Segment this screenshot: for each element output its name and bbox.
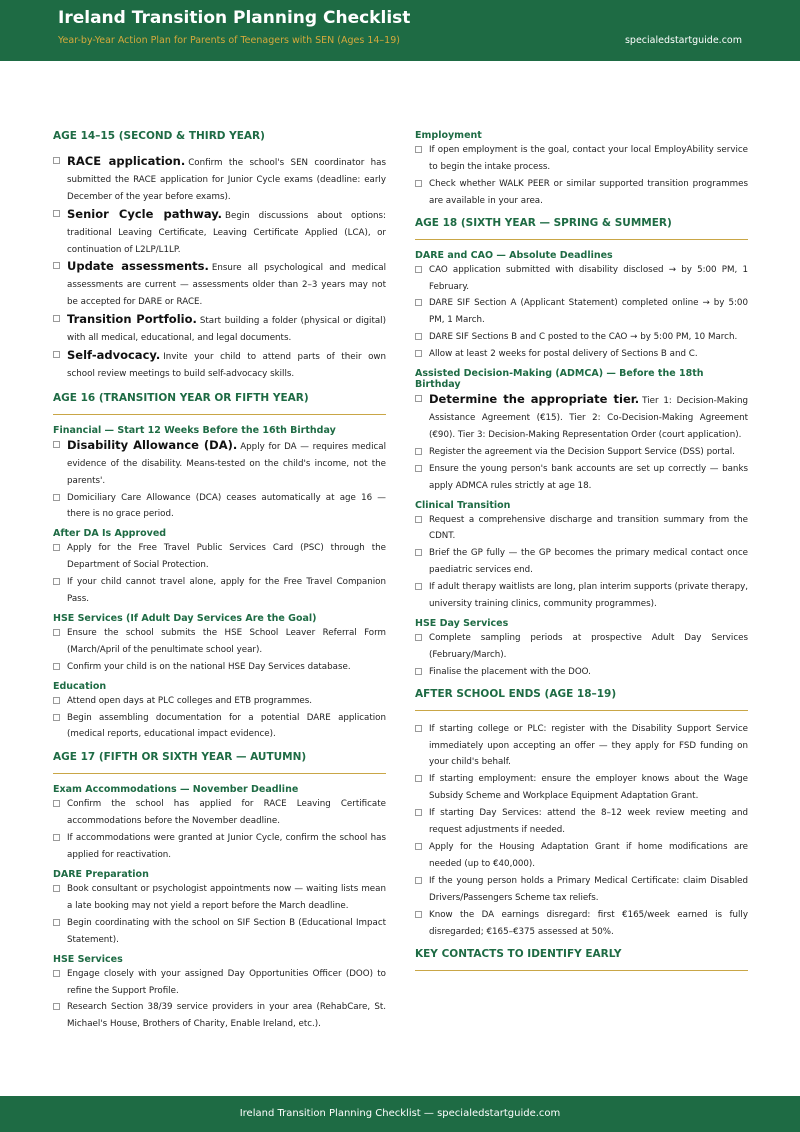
item-text: Ensure the young person's bank accounts are set up correctly — banks apply ADMCA rules strictly at age 18.: [429, 463, 748, 491]
section-heading: AGE 16 (TRANSITION YEAR OR FIFTH YEAR): [53, 392, 386, 415]
subsection-heading: HSE Day Services: [415, 617, 509, 629]
item-lead: Update assessments.: [67, 259, 209, 274]
item-text: Brief the GP fully — the GP becomes the primary medical contact once paediatric services end.: [429, 548, 748, 576]
checkbox[interactable]: [53, 578, 60, 585]
checkbox[interactable]: [53, 315, 60, 322]
item-lead: Determine the appropriate tier.: [429, 392, 640, 407]
checkbox[interactable]: [415, 843, 422, 850]
item-text: Know the DA earnings disregard: first €165/week earned is fully disregarded; €165–€375 assessed at 50%.: [429, 909, 748, 937]
checkbox[interactable]: [53, 885, 60, 892]
item-text: Apply for DA — requires medical evidence of the disability. Means-tested on the child's income, not the parents'.: [67, 441, 386, 486]
checklist-item: [53, 347, 386, 383]
checkbox[interactable]: [415, 266, 422, 273]
subsection-heading: Employment: [415, 130, 482, 141]
checklist-item: [53, 206, 386, 259]
checkbox[interactable]: [53, 210, 60, 217]
checkbox[interactable]: [415, 583, 422, 590]
section-heading: KEY CONTACTS TO IDENTIFY EARLY: [415, 948, 748, 971]
checklist-item: [415, 329, 748, 346]
checklist-item: [415, 444, 748, 461]
checkbox[interactable]: [53, 663, 60, 670]
item-text: If the young person holds a Primary Medical Certificate: claim Disabled Drivers/Passengers Scheme tax reliefs.: [429, 875, 748, 903]
checklist-item: [53, 796, 386, 830]
item-lead: Transition Portfolio.: [67, 312, 197, 327]
subsection-heading: Assisted Decision-Making (ADMCA) — Before the 18th Birthday: [415, 368, 704, 391]
section-heading: AGE 14–15 (SECOND & THIRD YEAR): [53, 130, 265, 142]
item-text: DARE SIF Sections B and C posted to the CAO → by 5:00 PM, 10 March.: [429, 332, 738, 343]
checkbox[interactable]: [415, 725, 422, 732]
checkbox[interactable]: [53, 544, 60, 551]
item-text: Research Section 38/39 service providers in your area (RehabCare, St. Michael's House, Brothers of Charity, Enable Ireland, etc.).: [67, 1002, 386, 1030]
page-title: Ireland Transition Planning Checklist: [58, 8, 411, 28]
checklist-item: [415, 907, 748, 941]
checkbox[interactable]: [415, 448, 422, 455]
section-heading: AGE 18 (SIXTH YEAR — SPRING & SUMMER): [415, 217, 748, 240]
checkbox[interactable]: [415, 299, 422, 306]
item-text: Begin discussions about options: traditional Leaving Certificate, Leaving Certificate Applied (LCA), or continuation of L2LP/L1LP.: [67, 210, 386, 255]
checkbox[interactable]: [53, 697, 60, 704]
subsection-heading: Financial — Start 12 Weeks Before the 16th Birthday: [53, 424, 336, 436]
checklist-item: [53, 311, 386, 347]
checkbox[interactable]: [415, 146, 422, 153]
page-subtitle: Year-by-Year Action Plan for Parents of Teenagers with SEN (Ages 14–19): [58, 35, 400, 46]
checklist-item: [53, 540, 386, 574]
checkbox[interactable]: [53, 970, 60, 977]
checklist-item: [415, 262, 748, 296]
subsection-heading: DARE and CAO — Absolute Deadlines: [415, 249, 613, 261]
checklist-item: [53, 999, 386, 1033]
item-text: Apply for the Free Travel Public Services Card (PSC) through the Department of Social Protection.: [67, 543, 386, 571]
item-text: If adult therapy waitlists are long, plan interim supports (private therapy, university training clinics, community programmes).: [429, 582, 748, 610]
item-lead: RACE application.: [67, 154, 186, 168]
checkbox[interactable]: [415, 775, 422, 782]
item-text: If starting employment: ensure the employer knows about the Wage Subsidy Scheme and Workplace Equipment Adaptation Grant.: [429, 774, 748, 802]
item-text: If open employment is the goal, contact your local EmployAbility service to begin the intake process.: [429, 145, 748, 172]
section-heading: AFTER SCHOOL ENDS (AGE 18–19): [415, 688, 748, 711]
item-text: Attend open days at PLC colleges and ETB programmes.: [67, 695, 313, 706]
checkbox[interactable]: [53, 441, 60, 448]
checklist-item: [53, 693, 386, 710]
checklist-item: [53, 153, 386, 206]
checkbox[interactable]: [415, 465, 422, 472]
subsection-heading: HSE Services (If Adult Day Services Are the Goal): [53, 612, 317, 624]
checklist-item: [415, 391, 748, 444]
subsection-heading: Clinical Transition: [415, 499, 511, 511]
checkbox[interactable]: [53, 919, 60, 926]
checkbox[interactable]: [415, 809, 422, 816]
checkbox[interactable]: [415, 668, 422, 675]
subsection-heading: DARE Preparation: [53, 869, 149, 880]
item-text: Apply for the Housing Adaptation Grant if home modifications are needed (up to €40,000).: [429, 842, 748, 869]
checkbox[interactable]: [415, 333, 422, 340]
item-text: Engage closely with your assigned Day Opportunities Officer (DOO) to refine the Support Profile.: [67, 968, 386, 996]
item-text: Request a comprehensive discharge and transition summary from the CDNT.: [429, 514, 748, 542]
item-text: Start building a folder (physical or digital) with all medical, educational, and legal documents.: [67, 316, 386, 344]
item-text: Ensure the school submits the HSE School Leaver Referral Form (March/April of the penultimate school year).: [67, 627, 386, 655]
checkbox[interactable]: [415, 395, 422, 402]
checkbox[interactable]: [53, 262, 60, 269]
checkbox[interactable]: [415, 549, 422, 556]
checklist-item: [53, 574, 386, 608]
checkbox[interactable]: [53, 1003, 60, 1010]
page-header: [0, 0, 800, 61]
subsection-heading: After DA Is Approved: [53, 528, 167, 540]
checklist-item: [415, 873, 748, 907]
item-text: Confirm your child is on the national HSE Day Services database.: [67, 661, 351, 672]
item-text: Confirm the school has applied for RACE Leaving Certificate accommodations before the November deadline.: [67, 799, 386, 827]
subsection-heading: HSE Services: [53, 953, 123, 965]
item-text: If starting Day Services: attend the 8–12 week review meeting and request adjustments if needed.: [429, 808, 748, 836]
item-text: Book consultant or psychologist appointments now — waiting lists mean a late booking may not yield a report before the March deadline.: [67, 884, 386, 911]
checklist-item: [53, 659, 386, 676]
item-lead: Disability Allowance (DA).: [67, 437, 238, 452]
item-text: If your child cannot travel alone, apply for the Free Travel Companion Pass.: [67, 577, 386, 605]
checklist-item: [415, 721, 748, 772]
checkbox[interactable]: [53, 629, 60, 636]
checklist-item: [53, 966, 386, 1000]
checklist-item: [415, 664, 748, 681]
item-text: Complete sampling periods at prospective Adult Day Services (February/March).: [429, 632, 748, 660]
checkbox[interactable]: [53, 834, 60, 841]
checklist-item: [415, 512, 748, 546]
item-lead: Senior Cycle pathway.: [67, 206, 223, 221]
checkbox[interactable]: [53, 351, 60, 358]
item-text: Ensure all psychological and medical assessments are current — assessments older than 2–3 years may not be accepted for DARE or RACE.: [67, 263, 386, 308]
checklist-item: [53, 625, 386, 659]
item-text: Begin coordinating with the school on SIF Section B (Educational Impact Statement).: [67, 917, 386, 945]
checklist-item: [53, 915, 386, 949]
checklist-item: [415, 176, 748, 210]
checkbox[interactable]: [53, 714, 60, 721]
item-text: Tier 1: Decision-Making Assistance Agreement (€15). Tier 2: Co-Decision-Making Agreement (€90). Tier 3: Decision-Making Representation Order (court application).: [429, 396, 748, 440]
checkbox[interactable]: [415, 516, 422, 523]
right-column: [415, 126, 748, 971]
checklist-item: [53, 490, 386, 524]
item-text: Domiciliary Care Allowance (DCA) ceases automatically at age 16 — there is no grace period.: [67, 492, 386, 520]
checklist-item: [415, 839, 748, 873]
checklist-item: [415, 579, 748, 613]
checklist-item: [53, 881, 386, 915]
checkbox[interactable]: [415, 180, 422, 187]
checkbox[interactable]: [415, 911, 422, 918]
item-lead: Self-advocacy.: [67, 347, 161, 362]
checklist-item: [415, 771, 748, 805]
item-text: If accommodations were granted at Junior Cycle, confirm the school has applied for reactivation.: [67, 833, 386, 861]
checklist-item: [415, 461, 748, 495]
checklist-item: [53, 710, 386, 744]
item-text: CAO application submitted with disability disclosed → by 5:00 PM, 1 February.: [429, 264, 748, 292]
subsection-heading: Education: [53, 680, 107, 692]
item-text: Invite your child to attend parts of their own school review meetings to build self-advocacy skills.: [67, 351, 386, 379]
item-text: Begin assembling documentation for a potential DARE application (medical reports, educational impact evidence).: [67, 712, 386, 740]
checklist-item: [415, 805, 748, 839]
item-text: Confirm the school's SEN coordinator has submitted the RACE application for Junior Cycle exams (deadline: early December of the year before exams).: [67, 158, 386, 202]
checkbox[interactable]: [53, 800, 60, 807]
section-heading: AGE 17 (FIFTH OR SIXTH YEAR — AUTUMN): [53, 751, 386, 774]
checklist-item: [415, 630, 748, 664]
item-text: Allow at least 2 weeks for postal delivery of Sections B and C.: [429, 349, 698, 360]
left-column: [53, 126, 386, 1033]
item-text: Register the agreement via the Decision Support Service (DSS) portal.: [429, 446, 735, 457]
item-text: Finalise the placement with the DOO.: [429, 666, 591, 677]
checklist-item: [53, 830, 386, 864]
checkbox[interactable]: [415, 350, 422, 357]
subsection-heading: Exam Accommodations — November Deadline: [53, 784, 299, 796]
checkbox[interactable]: [415, 634, 422, 641]
checkbox[interactable]: [53, 494, 60, 501]
checklist-item: [415, 346, 748, 363]
page-footer: Ireland Transition Planning Checklist — specialedstartguide.com: [0, 1096, 800, 1132]
item-text: DARE SIF Section A (Applicant Statement) completed online → by 5:00 PM, 1 March.: [429, 298, 748, 326]
checklist-item: [53, 437, 386, 490]
site-url: specialedstartguide.com: [624, 35, 742, 46]
item-text: Check whether WALK PEER or similar supported transition programmes are available in your area.: [429, 178, 748, 206]
checklist-item: [53, 258, 386, 311]
item-text: If starting college or PLC: register with the Disability Support Service immediately upon accepting an offer — they apply for FSD funding on your child's behalf.: [429, 723, 748, 768]
checklist-item: [415, 295, 748, 329]
checklist-item: [415, 142, 748, 176]
checklist-item: [415, 545, 748, 579]
checkbox[interactable]: [53, 157, 60, 164]
checkbox[interactable]: [415, 877, 422, 884]
